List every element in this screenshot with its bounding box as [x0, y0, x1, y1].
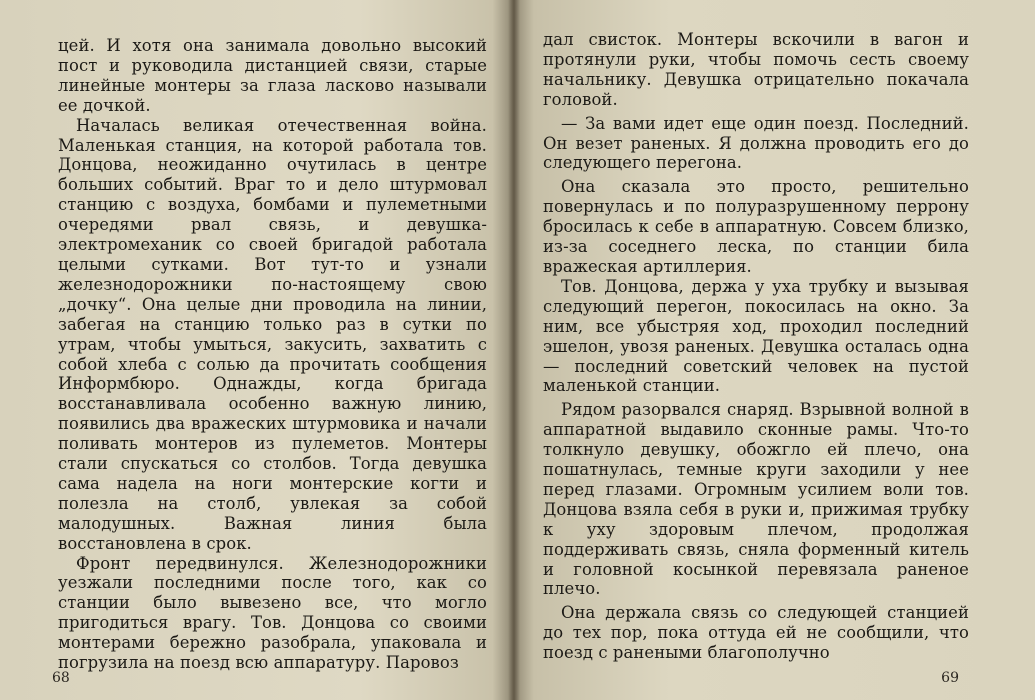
left-paragraph-2: Началась великая отечественная война. Маленькая станция, на которой работала тов. Донцова, неожиданно очутилась в центре больших событий. Враг то и дело штурмовал станцию с воздуха, бомбами и пулеметными очередями рвал связь, и девушка-электромеханик со своей бригадой работала целыми сутками. Вот тут-то и узнали железнодорожники по-настоящему свою „дочку“. Она целые дни проводила на линии, забегая на станцию только раз в сутки по утрам, чтобы умыться, закусить, захватить с собой хлеба с солью да прочитать сообщения Информбюро. Однажды, когда бригада восстанавливала особенно важную линию, появились два вражеских штурмовика и начали поливать монтеров из пулеметов. Монтеры стали спускаться со столбов. Тогда девушка сама надела на ноги монтерские когти и полезла на столб, увлекая за собой малодушных. Важная линия была восстановлена в срок.	[58, 115, 487, 553]
right-page-number: 69	[941, 670, 959, 686]
left-paragraph-3: Фронт передвинулся. Железнодорожники уезжали последними после того, как со станции было вывезено все, что могло пригодиться врагу. Тов. Донцова со своими монтерами бережно разобрала, упаковала и погрузила на поезд всю аппаратуру. Паровоз	[58, 553, 487, 673]
left-page-number: 68	[52, 670, 70, 686]
right-paragraph-1: дал свисток. Монтеры вскочили в вагон и протянули руки, чтобы помочь сесть своему начальнику. Девушка отрицательно покачала головой.	[543, 30, 969, 109]
book-gutter	[508, 0, 520, 700]
right-paragraph-2: — За вами идет еще один поезд. Последний. Он везет раненых. Я должна проводить его до следующего перегона.	[543, 113, 969, 173]
left-paragraph-1: цей. И хотя она занимала довольно высокий пост и руководила дистанцией связи, старые линейные монтеры за глаза ласково называли ее дочкой.	[58, 36, 487, 115]
right-paragraph-6: Она держала связь со следующей станцией до тех пор, пока оттуда ей не сообщили, что поезд с ранеными благополучно	[543, 603, 969, 663]
right-paragraph-3: Она сказала это просто, решительно повернулась и по полуразрушенному перрону бросилась к себе в аппаратную. Совсем близко, из-за соседнего леска, по станции била вражеская артиллерия.	[543, 177, 969, 276]
right-paragraph-5: Рядом разорвался снаряд. Взрывной волной в аппаратной выдавило сконные рамы. Что-то толкнуло девушку, обожгло ей плечо, она пошатнулась, темные круги заходили у нее перед глазами. Огромным усилием воли тов. Донцова взяла себя в руки и, прижимая трубку к уху здоровым плечом, продолжая поддерживать связь, сняла форменный китель и головной косынкой перевязала раненое плечо.	[543, 400, 969, 599]
left-page	[0, 0, 513, 700]
right-paragraph-4: Тов. Донцова, держа у уха трубку и вызывая следующий перегон, покосилась на окно. За ним, все убыстряя ход, проходил последний эшелон, увозя раненых. Девушка осталась одна — последний советский человек на пустой маленькой станции.	[543, 276, 969, 396]
right-page	[513, 0, 1035, 700]
